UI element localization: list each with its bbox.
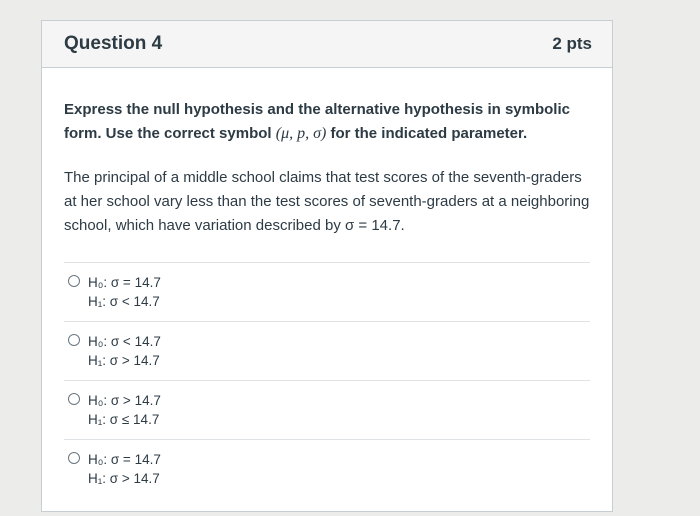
answer-option-4[interactable] — [64, 440, 590, 498]
prompt-text-2: for the indicated parameter. — [326, 125, 528, 142]
question-prompt — [64, 98, 590, 146]
prompt-symbols: (μ, p, σ) — [275, 125, 327, 142]
radio-button[interactable] — [68, 393, 80, 405]
alternative-hypothesis: H₁: σ ≤ 14.7 — [88, 412, 160, 427]
alternative-hypothesis: H₁: σ < 14.7 — [88, 294, 160, 309]
radio-button[interactable] — [68, 275, 80, 287]
answer-option-3[interactable] — [64, 381, 590, 440]
answer-text — [88, 391, 161, 429]
answer-list — [64, 262, 590, 498]
question-header — [42, 21, 612, 68]
prompt-text-1: Express the null hypothesis and the alternative hypothesis in symbolic form. Use the correct symbol — [64, 101, 570, 142]
alternative-hypothesis: H₁: σ > 14.7 — [88, 471, 160, 486]
answer-text — [88, 273, 161, 311]
null-hypothesis: H₀: σ < 14.7 — [88, 334, 161, 349]
question-scenario: The principal of a middle school claims that test scores of the seventh-graders at her school vary less than the test scores of seventh-graders at a neighboring school, which have variation described by σ = 14.7. — [64, 169, 590, 234]
question-points: 2 pts — [552, 34, 592, 53]
answer-text — [88, 450, 161, 488]
question-title: Question 4 — [64, 33, 163, 54]
null-hypothesis: H₀: σ = 14.7 — [88, 275, 161, 290]
answer-text — [88, 332, 161, 370]
radio-button[interactable] — [68, 452, 80, 464]
question-card — [41, 20, 613, 512]
question-body — [42, 68, 612, 498]
alternative-hypothesis: H₁: σ > 14.7 — [88, 353, 160, 368]
answer-option-2[interactable] — [64, 322, 590, 381]
null-hypothesis: H₀: σ = 14.7 — [88, 452, 161, 467]
null-hypothesis: H₀: σ > 14.7 — [88, 393, 161, 408]
answer-option-1[interactable] — [64, 263, 590, 322]
radio-button[interactable] — [68, 334, 80, 346]
